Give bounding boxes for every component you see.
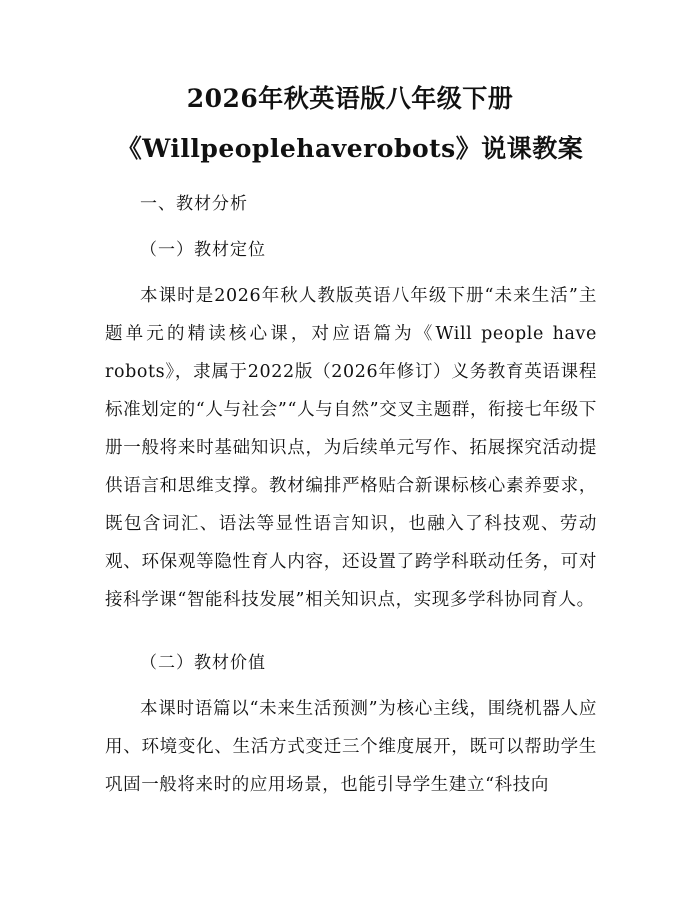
section-heading-textbook-analysis: 一、教材分析: [140, 194, 248, 214]
subsection-heading-value: （二）教材价值: [140, 653, 266, 673]
paragraph-value: 本课时语篇以“未来生活预测”为核心主线，围绕机器人应用、环境变化、生活方式变迁三个维度展开，既可以帮助学生巩固一般将来时的应用场景，也能引导学生建立“科技向: [105, 699, 597, 795]
document-title-line-1: 2026年秋英语版八年级下册: [186, 84, 514, 113]
document-title-line-2: 《Willpeoplehaverobots》说课教案: [116, 134, 584, 163]
subsection-heading-positioning: （一）教材定位: [140, 240, 266, 260]
paragraph-positioning: 本课时是2026年秋人教版英语八年级下册“未来生活”主题单元的精读核心课，对应语篇为《Will people have robots》，隶属于2022版（2026年修订）义务教育英语课程标准划定的“人与社会”“人与自然”交叉主题群，衔接七年级下册一般将来时基础知识点，为后续单元写作、拓展探究活动提供语言和思维支撑。教材编排严格贴合新课标核心素养要求，既包含词汇、语法等显性语言知识，也融入了科技观、劳动观、环保观等隐性育人内容，还设置了跨学科联动任务，可对接科学课“智能科技发展”相关知识点，实现多学科协同育人。: [105, 286, 597, 610]
